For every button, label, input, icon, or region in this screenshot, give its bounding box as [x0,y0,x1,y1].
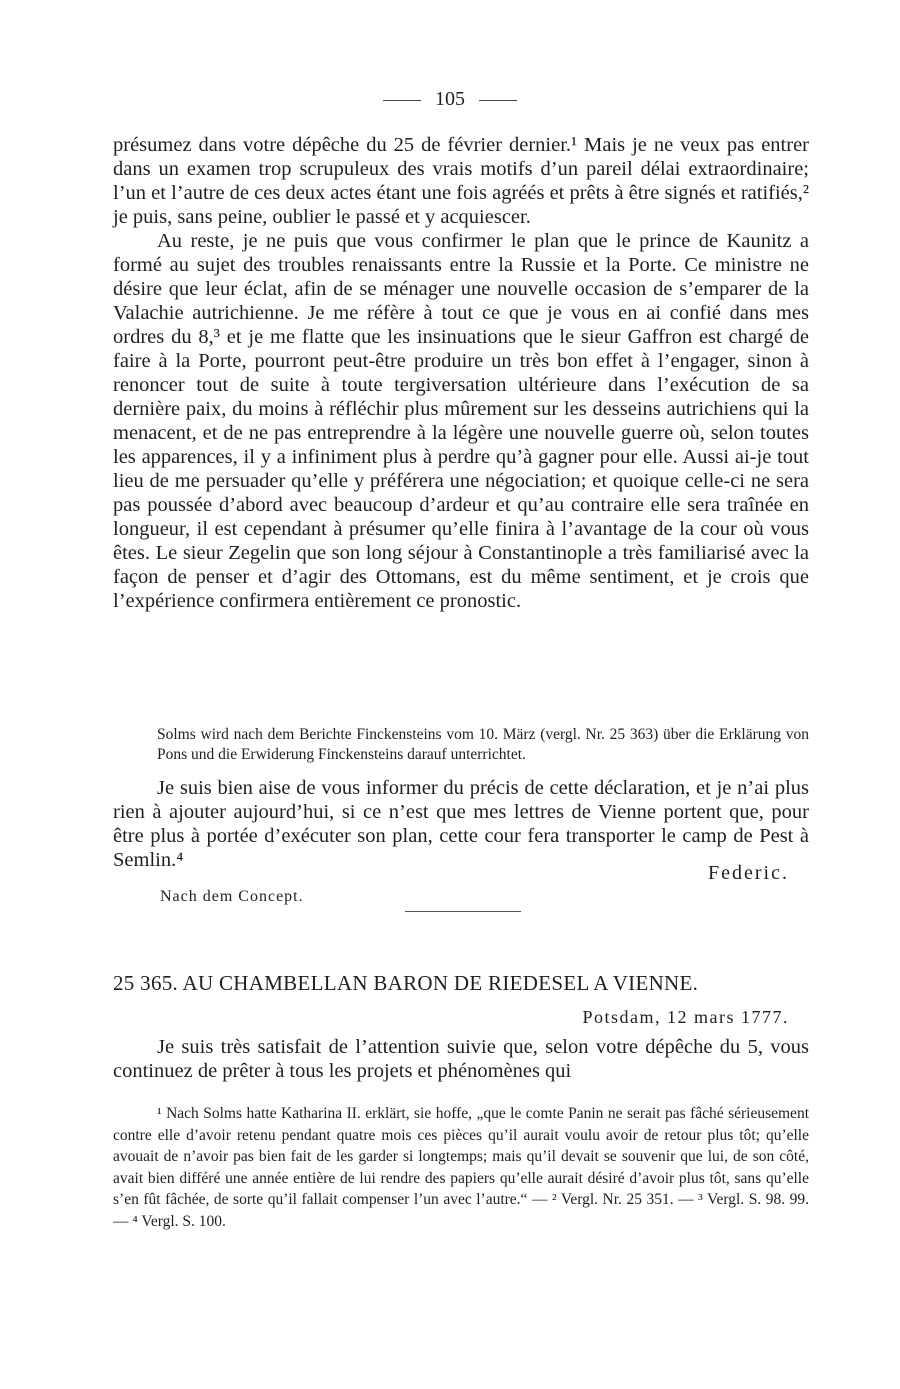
letter-closing [113,776,809,872]
header-dash-left [383,100,421,101]
page-number: 105 [435,88,465,110]
letter-body-continued [113,133,809,613]
paragraph-3: Je suis bien aise de vous informer du précis de cette déclaration, et je n’ai plus rien à ajouter aujourd’hui, si ce n’est que mes lettres de Vienne portent que, pour être plus à portée d’exécuter son plan, cette cour fera transporter le camp de Pest à Semlin.⁴ [113,777,809,871]
letter-2-body [113,1035,809,1083]
footnotes [113,1103,809,1232]
letter-title: 25 365. AU CHAMBELLAN BARON DE RIEDESEL A VIENNE. [113,971,699,995]
paragraph-1: présumez dans votre dépêche du 25 de février dernier.¹ Mais je ne veux pas entrer dans un examen trop scrupuleux des vrais motifs d’un pareil délai extraordinaire; l’un et l’autre de ces deux actes étant une fois agréés et prêts à être signés et ratifiés,² je puis, sans peine, oublier le passé et y acquiescer. [113,134,810,228]
page-header [0,88,900,111]
place-date: Potsdam, 12 mars 1777. [582,1007,789,1027]
paragraph-2: Au reste, je ne puis que vous confirmer le plan que le prince de Kaunitz a formé au sujet des troubles renaissants entre la Russie et la Porte. Ce ministre ne désire que leur éclat, afin de se ménager une nouvelle occasion de s’emparer de la Valachie autrichienne. Je me réfère à tout ce que je vous en ai confié dans mes ordres du 8,³ et je me flatte que les insinuations que le sieur Gaffron est chargé de faire à la Porte, pourront peut-être produire un très bon effet à l’engager, sinon à renoncer tout de suite à toute tergiversation ultérieure dans l’exécution de sa dernière paix, du moins à réfléchir plus mûrement sur les desseins autrichiens qui la menacent, et de ne pas entreprendre à la légère une nouvelle guerre où, selon toutes les apparences, il y a infiniment plus à perdre qu’à gagner pour elle. Aussi ai-je tout lieu de me persuader qu’elle y préférera une négociation; et quoique celle-ci ne sera pas poussée d’abord avec beaucoup d’ardeur et qu’au contraire elle sera traînée en longueur, il est cependant à présumer qu’elle finira à l’avantage de la cour où vous êtes. Le sieur Zegelin que son long séjour à Constantinople a très familiarisé avec la façon de penser et d’agir des Ottomans, est du même sentiment, et je crois que l’expérience confirmera entièrement ce pronostic. [113,230,809,612]
signature: Federic. [708,862,789,884]
section-divider [405,911,521,912]
header-dash-right [479,100,517,101]
letter-2-paragraph-1: Je suis très satisfait de l’attention suivie que, selon votre dépêche du 5, vous continuez de prêter à tous les projets et phénomènes qui [113,1036,809,1082]
source-note: Nach dem Concept. [160,888,304,905]
editorial-note-text: Solms wird nach dem Berichte Finckensteins vom 10. März (vergl. Nr. 25 363) über die Erklärung von Pons und die Erwiderung Finckensteins darauf unterrichtet. [157,726,809,763]
footnotes-text: ¹ Nach Solms hatte Katharina II. erklärt, sie hoffe, „que le comte Panin ne serait pas fâché sérieusement contre elle d’avoir retenu pendant quatre mois ces pièces qu’il aurait voulu avoir de retour plus tôt; qu’elle avouait de n’avoir pas bien fait de les garder si longtemps; mais qu’il devait se souvenir que lui, de son côté, avait bien différé une année entière de lui rendre des papiers qu’elle aurait désiré d’avoir plus tôt, sans qu’elle s’en fût fâchée, de sorte qu’il fallait compenser l’un avec l’autre.“ — ² Vergl. Nr. 25 351. — ³ Vergl. S. 98. 99. — ⁴ Vergl. S. 100. [113,1105,809,1230]
editorial-note [113,725,809,765]
